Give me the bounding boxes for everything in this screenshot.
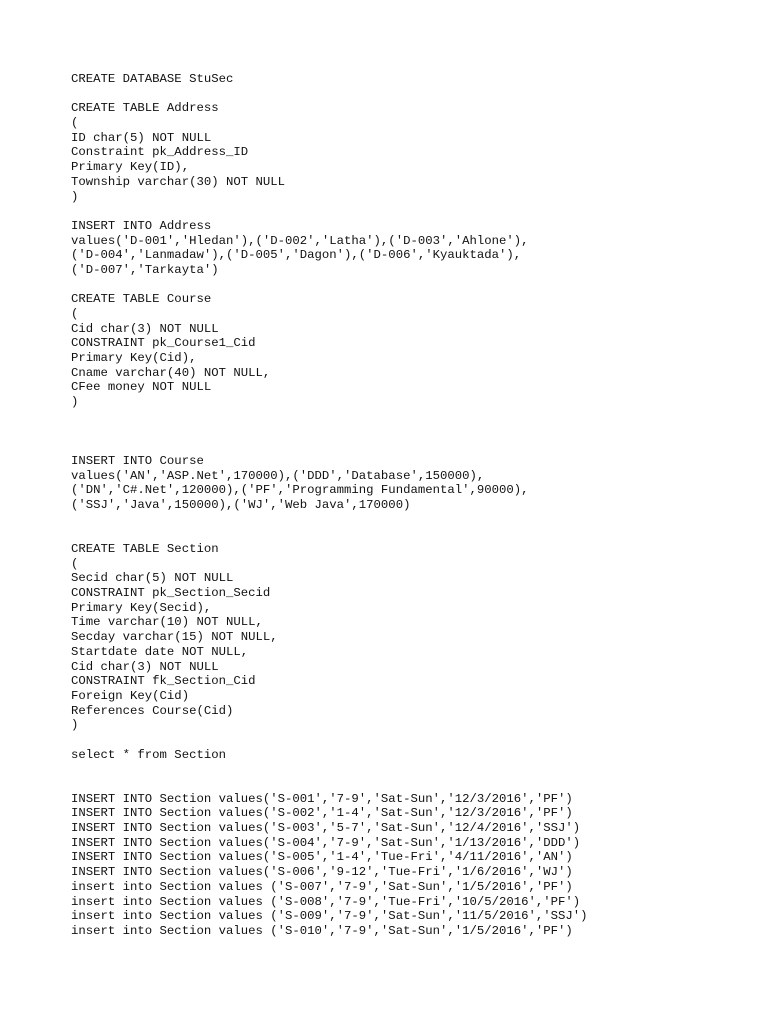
code-line: INSERT INTO Section values('S-005','1-4','Tue-Fri','4/11/2016','AN') <box>71 850 573 865</box>
code-line: Primary Key(Secid), <box>71 600 212 615</box>
code-line: INSERT INTO Section values('S-003','5-7','Sat-Sun','12/4/2016','SSJ') <box>71 821 581 836</box>
code-line: INSERT INTO Section values('S-006','9-12','Tue-Fri','1/6/2016','WJ') <box>71 865 573 880</box>
code-line: INSERT INTO Section values('S-004','7-9','Sat-Sun','1/13/2016','DDD') <box>71 835 581 850</box>
code-line <box>71 733 751 748</box>
code-line: ('D-004','Lanmadaw'),('D-005','Dagon'),('D-006','Kyauktada'), <box>71 248 522 263</box>
code-line: insert into Section values ('S-009','7-9','Sat-Sun','11/5/2016','SSJ') <box>71 909 588 924</box>
code-line: INSERT INTO Address <box>71 218 212 233</box>
code-line: Foreign Key(Cid) <box>71 688 190 703</box>
code-line: Time varchar(10) NOT NULL, <box>71 615 263 630</box>
document-page <box>71 72 751 939</box>
code-line <box>71 204 751 219</box>
code-line: CFee money NOT NULL <box>71 380 212 395</box>
code-line: Cname varchar(40) NOT NULL, <box>71 365 271 380</box>
code-line: Secday varchar(15) NOT NULL, <box>71 630 278 645</box>
code-line: CONSTRAINT pk_Section_Secid <box>71 586 271 601</box>
code-line: CREATE TABLE Course <box>71 292 212 307</box>
code-line: CONSTRAINT pk_Course1_Cid <box>71 336 256 351</box>
code-line: values('D-001','Hledan'),('D-002','Latha'),('D-003','Ahlone'), <box>71 233 529 248</box>
code-line: ) <box>71 718 79 733</box>
code-line <box>71 762 751 777</box>
code-line: ( <box>71 556 79 571</box>
code-line: References Course(Cid) <box>71 703 234 718</box>
code-line: select * from Section <box>71 747 226 762</box>
code-line: ) <box>71 189 79 204</box>
code-line <box>71 425 751 440</box>
code-line: INSERT INTO Course <box>71 453 204 468</box>
code-line: CREATE TABLE Address <box>71 101 219 116</box>
code-line: Primary Key(Cid), <box>71 351 197 366</box>
code-line <box>71 87 751 102</box>
code-line <box>71 439 751 454</box>
code-line <box>71 777 751 792</box>
code-line <box>71 527 751 542</box>
code-line: Cid char(3) NOT NULL <box>71 659 219 674</box>
code-line: INSERT INTO Section values('S-001','7-9','Sat-Sun','12/3/2016','PF') <box>71 791 573 806</box>
code-line: ( <box>71 116 79 131</box>
code-line: ( <box>71 307 79 321</box>
code-line: values('AN','ASP.Net',170000),('DDD','Database',150000), <box>71 468 485 483</box>
code-line <box>71 278 751 293</box>
code-line <box>71 513 751 528</box>
code-line: INSERT INTO Section values('S-002','1-4','Sat-Sun','12/3/2016','PF') <box>71 806 573 821</box>
code-line: ('DN','C#.Net',120000),('PF','Programming Fundamental',90000), <box>71 483 529 498</box>
code-line: Township varchar(30) NOT NULL <box>71 174 286 189</box>
code-line: Startdate date NOT NULL, <box>71 644 249 659</box>
code-line: Primary Key(ID), <box>71 160 190 175</box>
code-line: ) <box>71 395 79 410</box>
code-line: CONSTRAINT fk_Section_Cid <box>71 674 256 689</box>
code-line: CREATE DATABASE StuSec <box>71 72 234 86</box>
code-line: insert into Section values ('S-010','7-9','Sat-Sun','1/5/2016','PF') <box>71 923 573 938</box>
code-line <box>71 410 751 425</box>
code-line: CREATE TABLE Section <box>71 542 219 556</box>
code-line: Cid char(3) NOT NULL <box>71 321 219 336</box>
code-line: ID char(5) NOT NULL <box>71 130 212 145</box>
code-line: insert into Section values ('S-007','7-9','Sat-Sun','1/5/2016','PF') <box>71 879 573 894</box>
code-line: ('D-007','Tarkayta') <box>71 262 219 277</box>
code-line: Constraint pk_Address_ID <box>71 145 249 160</box>
code-line: ('SSJ','Java',150000),('WJ','Web Java',170000) <box>71 497 411 512</box>
code-line: Secid char(5) NOT NULL <box>71 571 234 586</box>
code-line: insert into Section values ('S-008','7-9','Tue-Fri','10/5/2016','PF') <box>71 894 581 909</box>
sql-code-block <box>71 72 751 939</box>
